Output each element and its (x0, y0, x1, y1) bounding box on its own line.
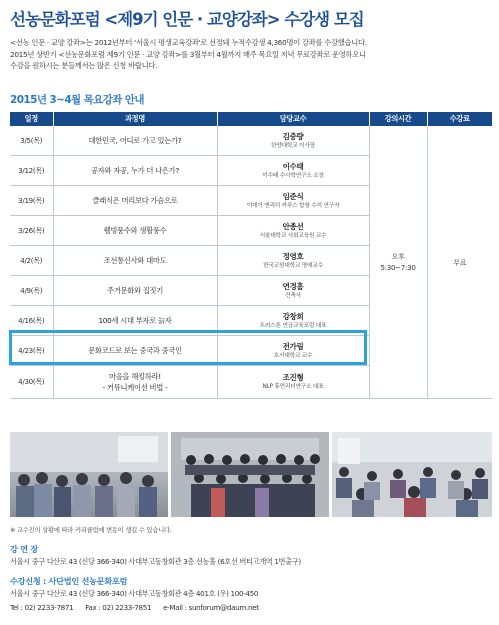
row-date: 3/12(목) (10, 156, 53, 186)
professor-name: 안종선 (282, 221, 304, 231)
header-professor: 담당교수 (217, 112, 369, 126)
section-title: 2015년 3~4월 목요강좌 안내 (10, 94, 144, 106)
apply-heading: 수강신청 : 사단법인 선농문화포럼 (10, 576, 128, 586)
row-course: 100세 시대 부자로 늙자 (53, 306, 217, 336)
page-title: 선농문화포럼 <제9기 인문 · 교양강좌> 수강생 모집 (10, 10, 364, 29)
row-course: 주거문화와 집짓기 (53, 276, 217, 306)
professor-affiliation: NLP 휴먼리더연구소 대표 (262, 384, 324, 390)
phone-number: Tel : 02) 2233-7871 (10, 603, 74, 612)
row-date: 4/30(목) (10, 366, 53, 399)
contact-line (10, 603, 269, 612)
professor-name: 전가림 (282, 341, 304, 351)
email-address[interactable]: e-Mail : sunforum@daum.net (163, 603, 259, 612)
row-date: 4/2(목) (10, 246, 53, 276)
table-row (10, 126, 492, 156)
professor-affiliation: 서울대학교 사회교육원 교수 (259, 232, 327, 239)
footnote: ※ 교수진의 상황에 따라 커리큘럼에 변동이 생길 수 있습니다. (10, 526, 172, 534)
row-highlight-frame (9, 330, 367, 365)
row-professor (217, 366, 369, 399)
row-course: 대한민국, 어디로 가고 있는가? (53, 126, 217, 156)
photo-strip (10, 432, 492, 517)
professor-affiliation: 이수태 수사학연구소 소장 (262, 172, 324, 179)
row-professor (217, 126, 369, 156)
row-date: 3/5(목) (10, 126, 53, 156)
row-course: 조선통신사와 대마도 (53, 246, 217, 276)
table-header-row (10, 112, 492, 126)
lecture-photo (10, 432, 168, 517)
lecture-time-label: 오후 (391, 252, 405, 261)
row-professor (217, 276, 369, 306)
intro-line: 2015년 상반기 <선농문화포럼 제9기 인문 · 교양 강좌>를 3월부터 4월까지 매주 목요일 저녁 무료강좌로 운영하오니 (10, 49, 366, 59)
row-date: 4/23(목) (10, 336, 53, 366)
professor-affiliation: 한양대학교 이사장 (271, 142, 315, 149)
row-date: 4/16(목) (10, 306, 53, 336)
row-course: 클래식은 머리보다 가슴으로 (53, 186, 217, 216)
row-date: 4/9(목) (10, 276, 53, 306)
professor-affiliation: 트러스톤 연금교육포럼 대표 (259, 322, 327, 329)
professor-affiliation: 한국교원대학교 명예교수 (263, 262, 323, 269)
lecture-time (369, 126, 427, 399)
fee: 무료 (427, 126, 492, 399)
group-photo (171, 432, 329, 517)
professor-name: 연경흠 (282, 281, 304, 291)
header-fee: 수강료 (427, 112, 492, 126)
professor-name: 이수태 (282, 161, 304, 171)
header-time: 강의시간 (369, 112, 427, 126)
professor-affiliation: 호서대학교 교수 (273, 352, 313, 359)
professor-name: 김중량 (282, 131, 304, 141)
professor-name: 정영호 (282, 251, 304, 261)
header-date: 일정 (10, 112, 53, 126)
course-line: 마음을 해킹하라! (109, 372, 161, 381)
venue-address: 서울시 중구 다산로 43 (신당 366-340) 사대부고동창회관 3층 선농홀 (6호선 버티고개역 1번출구) (10, 557, 301, 566)
row-course: 웰빙풍수와 생활풍수 (53, 216, 217, 246)
intro-paragraph (10, 37, 492, 72)
professor-name: 조진형 (282, 373, 304, 382)
lecture-time-range: 5:30~7:30 (380, 263, 416, 272)
venue-heading: 강 연 장 (10, 544, 38, 554)
professor-name: 강창희 (282, 311, 304, 321)
course-line: - 커뮤니케이션 비법 - (102, 383, 168, 392)
intro-line: 수강을 원하시는 분들께서는 많은 신청 바랍니다. (10, 61, 158, 70)
fax-number: Fax : 02) 2233-7851 (85, 603, 152, 612)
header-course: 과정명 (53, 112, 217, 126)
apply-address: 서울시 중구 다산로 43 (신당 366-340) 사대부고동창회관 4층 401호 (우) 100-450 (10, 589, 259, 598)
professor-affiliation: 이데아 앤리히 카푸스 합창 수석 연구자 (246, 202, 340, 209)
row-course: 공자와 자공, 누가 더 나은가? (53, 156, 217, 186)
row-date: 3/19(목) (10, 186, 53, 216)
professor-name: 임준식 (282, 191, 304, 201)
row-professor (217, 216, 369, 246)
classroom-photo (332, 432, 492, 517)
row-professor (217, 156, 369, 186)
row-course (53, 366, 217, 399)
row-professor (217, 186, 369, 216)
row-course: 문화코드로 보는 중국과 중국인 (53, 336, 217, 366)
row-professor (217, 246, 369, 276)
intro-line: <선농 인문 · 교양 강좌>는 2012년부터 '서울시 평생교육강좌'로 선정돼 누적수강생 4,360명이 강좌를 수강했습니다. (10, 38, 367, 47)
row-date: 3/26(목) (10, 216, 53, 246)
professor-affiliation: 건축사 (285, 292, 301, 299)
